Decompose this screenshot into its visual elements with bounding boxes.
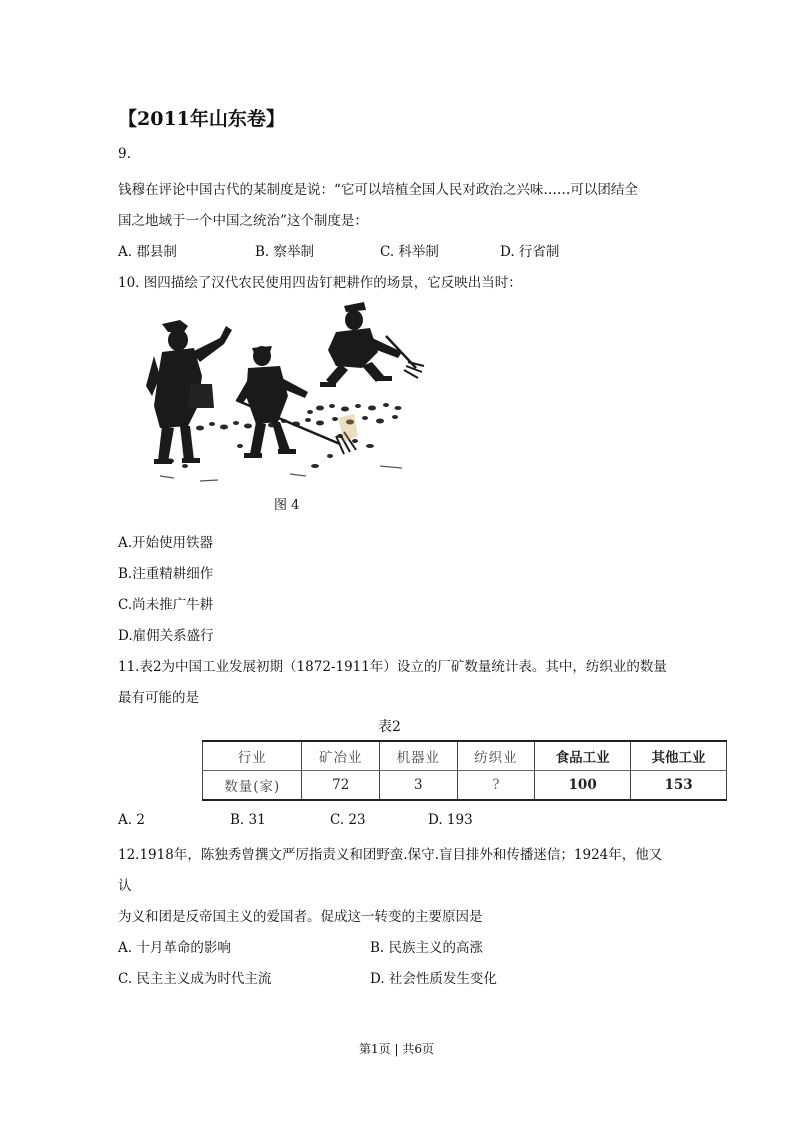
table-header-cell: 纺织业 xyxy=(457,741,535,771)
q9-option-a: A. 郡县制 xyxy=(118,244,177,260)
q12-stem-line1: 12.1918年，陈独秀曾撰文严厉指责义和团野蛮.保守.盲目排外和传播迷信；1924年，他又 xyxy=(118,847,663,863)
q9-stem-line1: 钱穆在评论中国古代的某制度是说：“它可以培植全国人民对政治之兴味……可以团结全 xyxy=(118,182,638,198)
table-header-cell: 矿冶业 xyxy=(302,741,380,771)
han-farmers-illustration xyxy=(140,296,432,518)
q12-stem-line3: 为义和团是反帝国主义的爱国者。促成这一转变的主要原因是 xyxy=(118,909,483,925)
q10-option-b: B.注重精耕细作 xyxy=(118,566,214,582)
q10-option-d: D.雇佣关系盛行 xyxy=(118,628,214,644)
q10-option-a: A.开始使用铁器 xyxy=(118,535,214,551)
page-footer: 第1页 | 共6页 xyxy=(359,1042,434,1056)
q9-option-d: D. 行省制 xyxy=(500,244,560,260)
q12-option-b: B. 民族主义的高涨 xyxy=(370,940,484,956)
q12-option-d: D. 社会性质发生变化 xyxy=(370,971,497,987)
q9-stem-line2: 国之地域于一个中国之统治”这个制度是： xyxy=(118,213,368,229)
table-cell: 3 xyxy=(380,771,458,801)
q11-stem-line1: 11.表2为中国工业发展初期（1872-1911年）设立的厂矿数量统计表。其中，纺织业的数量 xyxy=(118,659,667,675)
factory-count-table xyxy=(202,740,727,801)
q12-option-c: C. 民主主义成为时代主流 xyxy=(118,971,272,987)
q11-option-b: B. 31 xyxy=(230,812,266,828)
q11-stem-line2: 最有可能的是 xyxy=(118,690,199,706)
table-cell: 72 xyxy=(302,771,380,801)
q9-option-c: C. 科举制 xyxy=(380,244,439,260)
q11-option-c: C. 23 xyxy=(330,812,366,828)
q10-option-c: C.尚未推广牛耕 xyxy=(118,597,214,613)
q12-stem-line2: 认 xyxy=(118,878,132,894)
q9-number: 9. xyxy=(118,146,131,162)
table-header-cell: 机器业 xyxy=(380,741,458,771)
table-row xyxy=(203,771,727,801)
table-header-cell: 其他工业 xyxy=(631,741,727,771)
section-heading: 【2011年山东卷】 xyxy=(118,108,285,130)
table-cell: 数量(家) xyxy=(203,771,302,801)
table-caption: 表2 xyxy=(378,719,401,735)
table-header-row xyxy=(203,741,727,771)
q11-option-a: A. 2 xyxy=(118,812,145,828)
q12-option-a: A. 十月革命的影响 xyxy=(118,940,231,956)
table-header-cell: 行业 xyxy=(203,741,302,771)
q10-stem: 10. 图四描绘了汉代农民使用四齿钉耙耕作的场景，它反映出当时： xyxy=(118,275,522,291)
q9-option-b: B. 察举制 xyxy=(255,244,315,260)
table-header-cell: 食品工业 xyxy=(535,741,631,771)
q11-option-d: D. 193 xyxy=(428,812,473,828)
table-cell: ? xyxy=(457,771,535,801)
table-cell: 153 xyxy=(631,771,727,801)
table-cell: 100 xyxy=(535,771,631,801)
figure-caption: 图 4 xyxy=(274,498,300,513)
